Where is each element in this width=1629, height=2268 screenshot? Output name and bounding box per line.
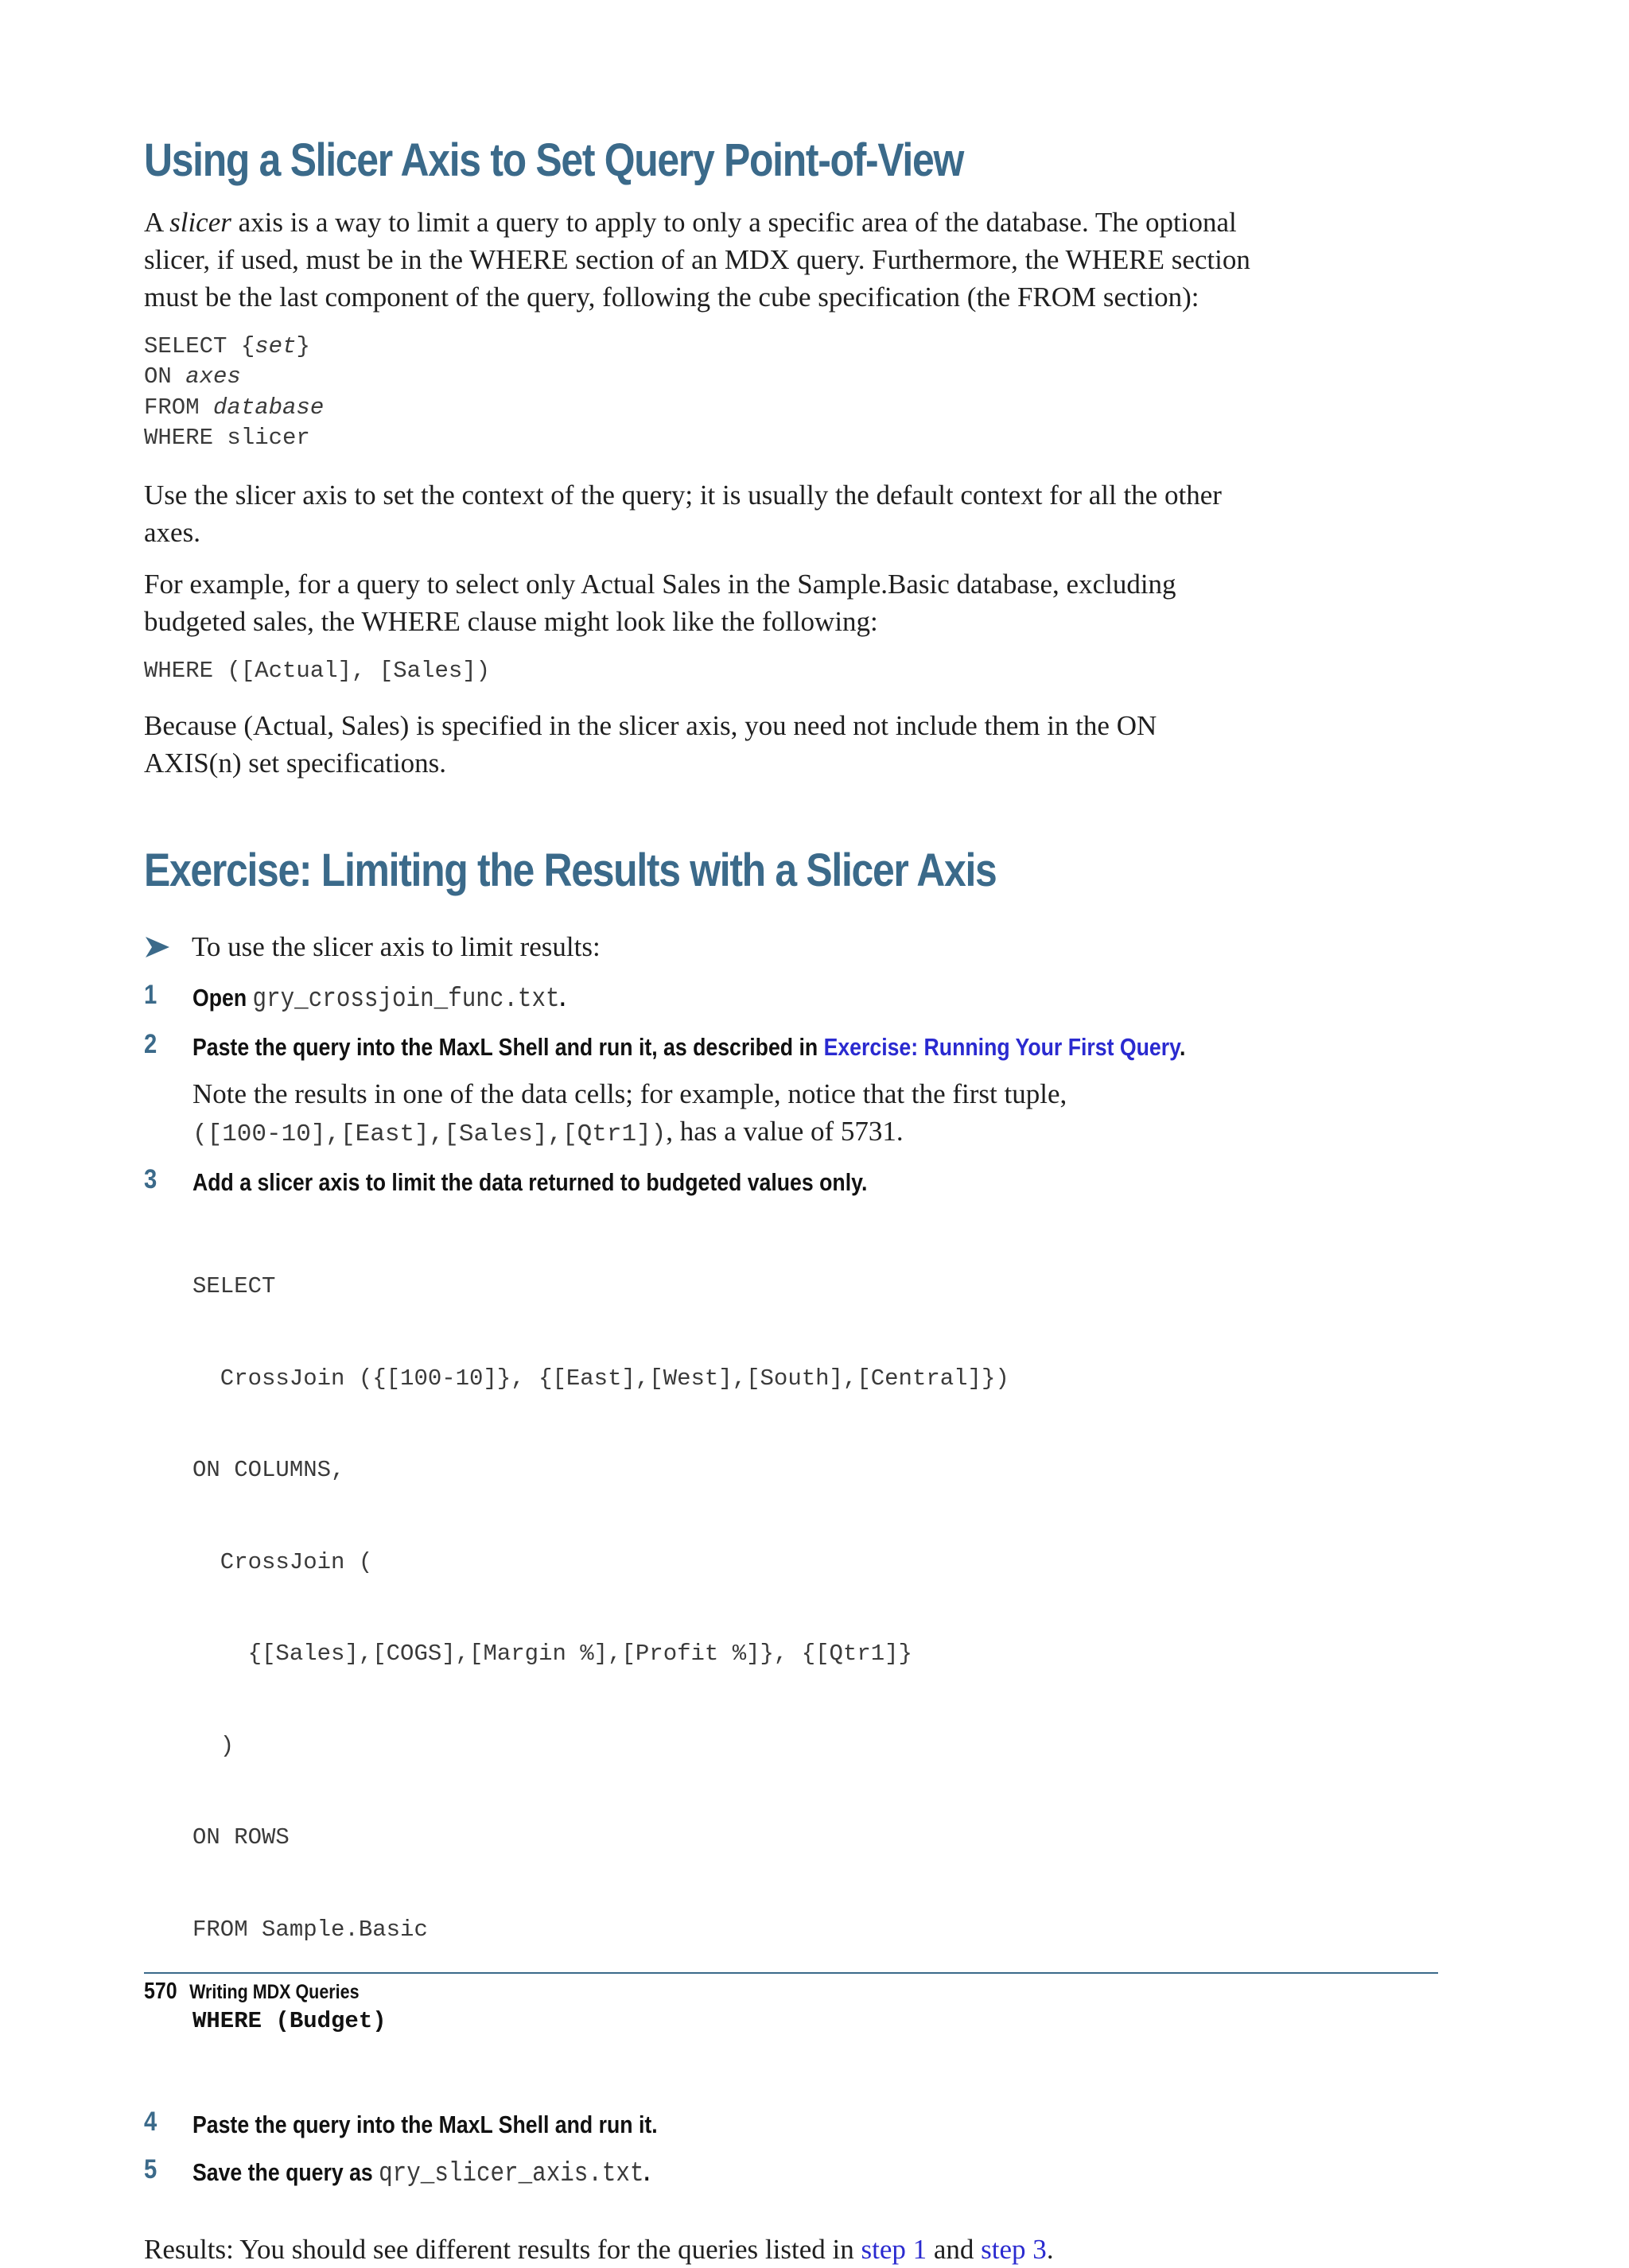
code-text: ON — [144, 363, 186, 390]
step-number: 4 — [144, 2106, 157, 2137]
code-text: } — [296, 332, 310, 359]
code-text: WHERE slicer — [144, 425, 310, 452]
code-line: {[Sales],[COGS],[Margin %],[Profit %]}, {[Qtr1]} — [192, 1641, 912, 1668]
arrow-right-icon — [144, 934, 171, 961]
exercise-running-first-query-link[interactable]: Exercise: Running Your First Query — [823, 1033, 1180, 1062]
text-fragment: axis is a way to limit a query to apply to only a specific area of the database. The optional slicer, if used, must be in the WHERE section of an MDX query. Furthermore, the WHERE section must be the last component of the query, following the cube specification (the FROM section): — [144, 206, 1250, 313]
text-fragment: Save the query as — [192, 2157, 379, 2186]
code-line: SELECT — [192, 1273, 276, 1300]
code-line: ) — [192, 1732, 235, 1759]
step-text — [192, 2154, 650, 2192]
procedure-intro — [144, 928, 1258, 965]
code-placeholder: database — [213, 394, 325, 421]
emphasis-slicer: slicer — [169, 206, 231, 238]
step-text: Paste the query into the MaxL Shell and run it. — [192, 2110, 658, 2138]
chapter-title: Writing MDX Queries — [189, 1981, 360, 2003]
text-fragment: Note the results in one of the data cells; for example, notice that the first tuple, — [192, 1078, 1067, 1110]
text-fragment: A — [144, 206, 170, 238]
section-title-exercise: Exercise: Limiting the Results with a Slicer Axis — [144, 845, 997, 897]
step-4 — [144, 2107, 1258, 2143]
filename: qry_slicer_axis.txt — [379, 2158, 644, 2189]
results-paragraph — [144, 2231, 1258, 2268]
step-2-note — [192, 1075, 1258, 1153]
code-placeholder: axes — [185, 363, 241, 390]
page-number: 570 — [144, 1979, 177, 2004]
code-line: ON COLUMNS, — [192, 1457, 345, 1484]
text-fragment: Paste the query into the MaxL Shell and run it, as described in — [192, 1033, 824, 1062]
code-line — [144, 423, 1258, 454]
tuple-code: ([100-10],[East],[Sales],[Qtr1]) — [192, 1120, 667, 1149]
query-code-block — [192, 1210, 1258, 2099]
step-number: 3 — [144, 1164, 157, 1195]
code-line — [144, 393, 1258, 424]
text-fragment: . — [559, 984, 566, 1012]
example-paragraph: For example, for a query to select only Actual Sales in the Sample.Basic database, excluding budgeted sales, the WHERE clause might look like the following: — [144, 568, 1176, 637]
step-3-link[interactable]: step 3 — [981, 2233, 1047, 2265]
text-fragment: . — [643, 2157, 650, 2186]
step-number: 5 — [144, 2153, 157, 2185]
text-fragment: . — [1179, 1033, 1186, 1062]
code-line: CrossJoin ({[100-10]}, {[East],[West],[South],[Central]}) — [192, 1365, 1009, 1392]
text-fragment: Results: You should see different results for the queries listed in — [144, 2233, 861, 2265]
code-text: SELECT { — [144, 332, 255, 359]
procedure-label: To use the slicer axis to limit results: — [192, 931, 601, 963]
mdx-syntax-code-block — [144, 332, 1258, 454]
text-fragment: . — [1046, 2233, 1054, 2265]
code-text: FROM — [144, 394, 214, 421]
text-fragment: Open — [192, 984, 253, 1012]
step-1 — [144, 980, 1258, 1018]
step-text — [192, 980, 566, 1018]
text-fragment: , has a value of 5731. — [666, 1116, 904, 1148]
code-line: FROM Sample.Basic — [192, 1916, 428, 1943]
code-line — [144, 332, 1258, 363]
step-3 — [144, 1164, 1258, 2099]
page-footer — [144, 1979, 360, 2005]
step-5 — [144, 2154, 1258, 2192]
slicer-intro-paragraph — [144, 204, 1258, 316]
code-line-where-budget: WHERE (Budget) — [192, 2008, 387, 2035]
code-line — [144, 362, 1258, 393]
code-line: ON ROWS — [192, 1824, 290, 1851]
filename: gry_crossjoin_func.txt — [252, 984, 560, 1016]
section-title-slicer-axis: Using a Slicer Axis to Set Query Point-of-View — [144, 134, 963, 186]
page-content — [144, 135, 1258, 2268]
footer-divider — [144, 1972, 1438, 1974]
step-1-link[interactable]: step 1 — [861, 2233, 927, 2265]
step-text: Add a slicer axis to limit the data returned to budgeted values only. — [192, 1168, 868, 1197]
code-placeholder: set — [255, 332, 297, 359]
step-text — [192, 1029, 1185, 1066]
because-paragraph: Because (Actual, Sales) is specified in the slicer axis, you need not include them in the ON AXIS(n) set specifications. — [144, 710, 1157, 779]
text-fragment: and — [927, 2233, 982, 2265]
where-clause-code: WHERE ([Actual], [Sales]) — [144, 657, 491, 684]
code-line: CrossJoin ( — [192, 1548, 373, 1575]
step-2 — [144, 1029, 1258, 1153]
step-number: 1 — [144, 980, 157, 1011]
step-number: 2 — [144, 1029, 157, 1060]
slicer-context-paragraph: Use the slicer axis to set the context of the query; it is usually the default context for all the other axes. — [144, 479, 1222, 548]
